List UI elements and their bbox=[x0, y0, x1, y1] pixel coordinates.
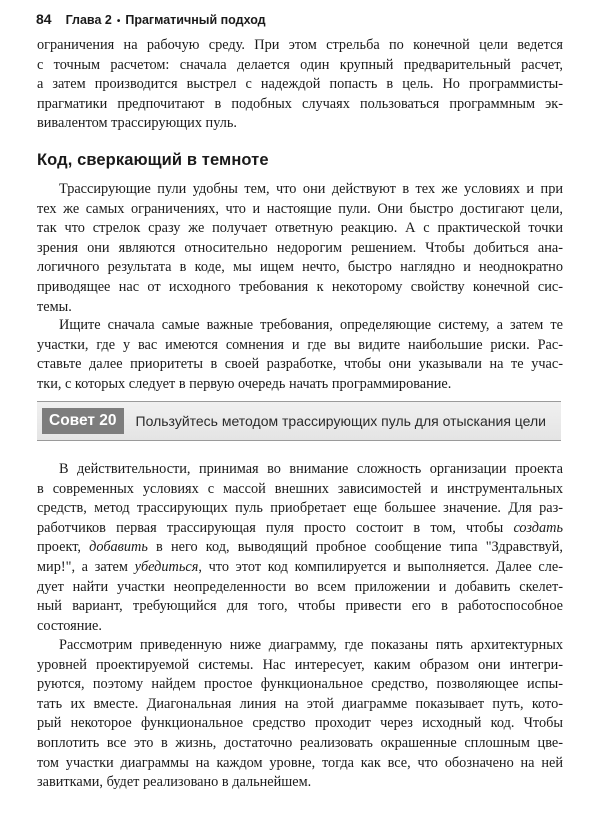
paragraph-line: дует найти участки неопределенности во всем приложении и добавить скелет- bbox=[37, 578, 563, 595]
paragraph-4 bbox=[37, 460, 563, 636]
tip-box bbox=[37, 401, 561, 441]
emphasis: добавить bbox=[89, 539, 148, 556]
paragraph-line: ставьте далее приоритеты в своей разработке, чтобы они указывали на те учас- bbox=[37, 356, 563, 373]
paragraph-line: В действительности, принимая во внимание сложность организации проекта bbox=[59, 461, 563, 477]
paragraph-line bbox=[37, 519, 563, 539]
emphasis: создать bbox=[513, 519, 563, 536]
paragraph-line: ный вариант, требующийся для того, чтобы привести его в работоспособное bbox=[37, 598, 563, 615]
paragraph-line: с точным расчетом: сначала делается один крупный предварительный расчет, bbox=[37, 56, 563, 73]
paragraph-line bbox=[37, 558, 563, 578]
paragraph-3 bbox=[37, 316, 563, 394]
paragraph-1 bbox=[37, 36, 563, 134]
paragraph-line: руются, поэтому найдем простое функциональное средство, позволяющее испы- bbox=[37, 676, 563, 693]
paragraph-line: а затем производится выстрел с надеждой попасть в цель. Но программисты- bbox=[37, 76, 563, 93]
section-heading: Код, сверкающий в темноте bbox=[37, 151, 269, 169]
text-run: работчиков первая трассирующая пуля просто состоит в том, чтобы bbox=[37, 519, 514, 536]
paragraph-line: темы. bbox=[37, 298, 72, 315]
text-run: в него код, выводящий пробное сообщение типа "Здравствуй, bbox=[147, 539, 564, 556]
paragraph-line: в современных условиях с массой внешних зависимостей и инструментальных bbox=[37, 480, 563, 497]
text-run: , что этот код компилируется и выполняется. Далее сле- bbox=[198, 558, 563, 575]
running-header bbox=[36, 11, 266, 27]
paragraph-line: приводящее нас от исходного требования к некоторому свойству конечной сис- bbox=[37, 278, 563, 295]
paragraph-line: Ищите сначала самые важные требования, определяющие систему, а затем те bbox=[59, 317, 563, 333]
paragraph-line: Трассирующие пули удобны тем, что они действуют в тех же условиях и при bbox=[59, 181, 563, 197]
paragraph-5 bbox=[37, 636, 563, 793]
chapter-label: Глава 2 bbox=[65, 13, 112, 27]
paragraph-line bbox=[37, 538, 563, 558]
paragraph-line: Рассмотрим приведенную ниже диаграмму, где показаны пять архитектурных bbox=[59, 637, 563, 653]
page-number: 84 bbox=[36, 11, 52, 27]
paragraph-line: прагматики предпочитают в подобных случаях пользоваться программным эк- bbox=[37, 95, 563, 112]
emphasis: убедиться bbox=[134, 558, 199, 575]
paragraph-2 bbox=[37, 180, 563, 317]
paragraph-line: рый некоторое функциональное средство проходит через исходный код. Чтобы bbox=[37, 715, 563, 732]
paragraph-line: ограничения на рабочую среду. При этом стрельба по конечной цели ведется bbox=[37, 37, 563, 53]
paragraph-line: завитками, будет реализовано в дальнейшем. bbox=[37, 774, 312, 791]
tip-label: Совет 20 bbox=[42, 408, 124, 434]
paragraph-line: логичного результата в коде, мы ищем нечто, быстро наглядно и неоднократно bbox=[37, 259, 563, 276]
paragraph-line: воплотить все это в жизнь, достаточно реализовать окрашенные сплошным цве- bbox=[37, 734, 563, 751]
paragraph-line: тех же самых ограничениях, что и настоящие пули. Они быстро достигают цели, bbox=[37, 200, 563, 217]
paragraph-line: участки, где у вас имеются сомнения и где вы видите наибольшие риски. Рас- bbox=[37, 336, 563, 353]
paragraph-line: зрения они являются относительно недорогим решением. Чтобы добиться ана- bbox=[37, 239, 563, 256]
text-run: мир!", а затем bbox=[37, 558, 135, 575]
text-run: проект, bbox=[37, 539, 90, 556]
paragraph-line: уровней проектируемой системы. Нас интересует, каким образом они интегри- bbox=[37, 656, 563, 673]
paragraph-line: так что стрелок сразу же получает ответную реакцию. А с практической точки bbox=[37, 220, 563, 237]
paragraph-line: вивалентом трассирующих пуль. bbox=[37, 115, 237, 132]
paragraph-line: средств, метод трассирующих пуль приобретает еще большее значение. Для раз- bbox=[37, 500, 563, 517]
section-title: Прагматичный подход bbox=[125, 13, 266, 27]
paragraph-line: состояние. bbox=[37, 617, 102, 634]
header-separator: • bbox=[116, 16, 121, 27]
paragraph-line: тки, с которых следует в первую очередь начать программирование. bbox=[37, 375, 452, 392]
paragraph-line: тать их вместе. Диагональная линия на этой диаграмме показывает путь, кото- bbox=[37, 695, 563, 712]
paragraph-line: том участки диаграммы на каждом уровне, тогда как все, что обозначено на ней bbox=[37, 754, 563, 771]
tip-text: Пользуйтесь методом трассирующих пуль для отыскания цели bbox=[135, 413, 546, 429]
